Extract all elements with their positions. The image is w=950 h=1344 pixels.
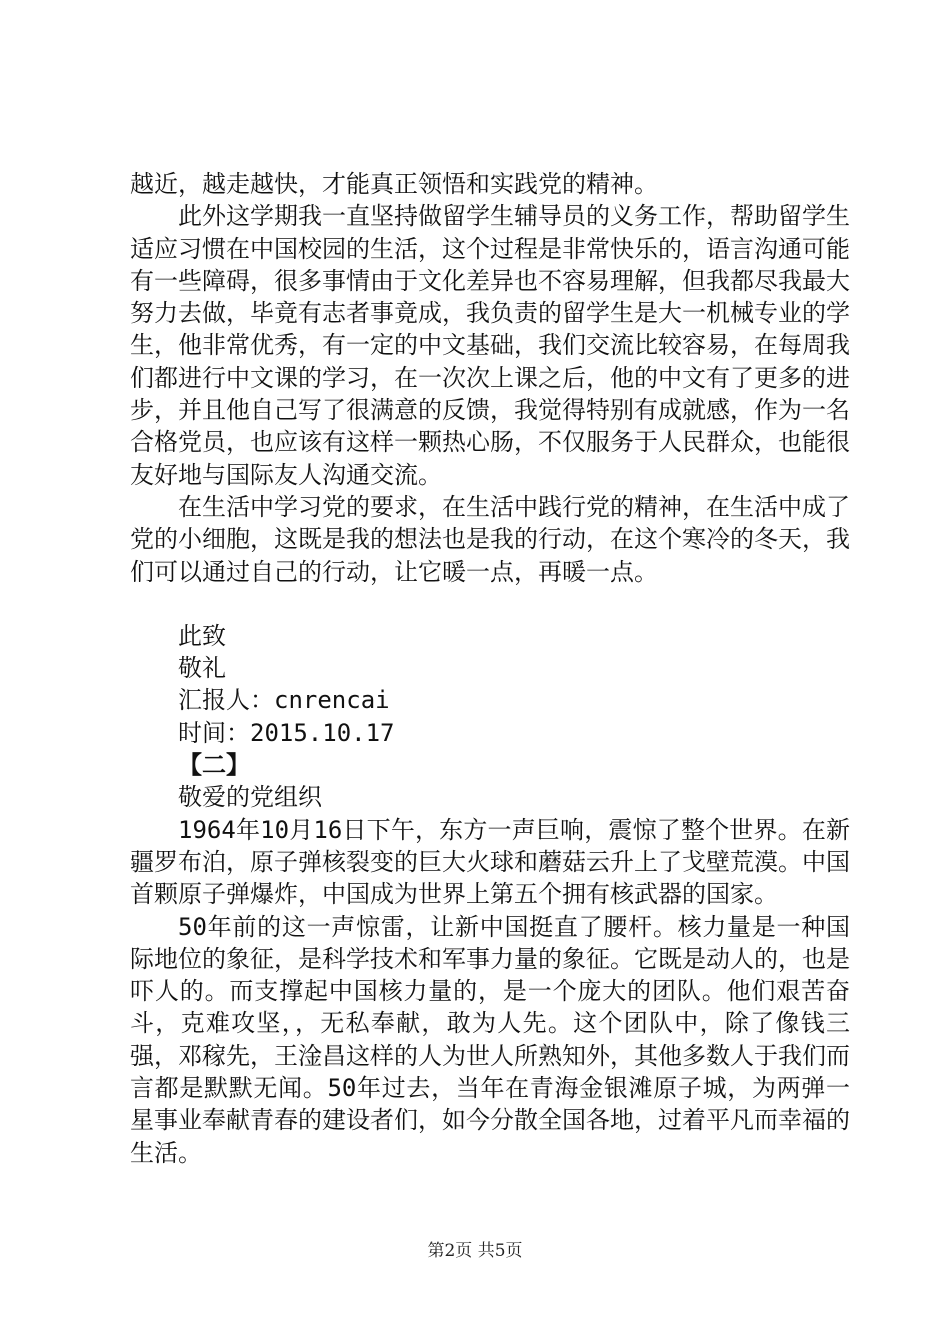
document-body xyxy=(130,168,850,1169)
reporter-line: 汇报人：cnrencai xyxy=(178,686,390,715)
salutation-line: 敬爱的党组织 xyxy=(178,783,322,812)
date-line: 时间：2015.10.17 xyxy=(178,718,395,747)
blank-line xyxy=(130,588,850,620)
page-number-footer: 第2页 共5页 xyxy=(427,1241,523,1261)
paragraph-life: 在生活中学习党的要求，在生活中践行党的精神，在生活中成了党的小细胞，这既是我的想法也是我的行动，在这个寒冷的冬天，我们可以通过自己的行动，让它暖一点，再暖一点。 xyxy=(130,492,850,586)
closing-salute: 敬礼 xyxy=(178,654,226,683)
paragraph-tutor: 此外这学期我一直坚持做留学生辅导员的义务工作，帮助留学生适应习惯在中国校园的生活，这个过程是非常快乐的，语言沟通可能有一些障碍，很多事情由于文化差异也不容易理解，但我都尽我最大努力去做，毕竟有志者事竟成，我负责的留学生是大一机械专业的学生，他非常优秀，有一定的中文基础，我们交流比较容易，在每周我们都进行中文课的学习，在一次次上课之后，他的中文有了更多的进步，并且他自己写了很满意的反馈，我觉得特别有成就感，作为一名合格党员，也应该有这样一颗热心肠，不仅服务于人民群众，也能很友好地与国际友人沟通交流。 xyxy=(130,202,850,489)
closing-greeting: 此致 xyxy=(178,621,226,650)
paragraph-1964: 1964年10月16日下午，东方一声巨响，震惊了整个世界。在新疆罗布泊，原子弹核裂变的巨大火球和蘑菇云升上了戈壁荒漠。中国首颗原子弹爆炸，中国成为世界上第五个拥有核武器的国家。 xyxy=(130,815,850,909)
section-heading: 【二】 xyxy=(178,751,250,780)
paragraph-continuation: 越近，越走越快，才能真正领悟和实践党的精神。 xyxy=(130,170,658,198)
paragraph-50-years: 50年前的这一声惊雷，让新中国挺直了腰杆。核力量是一种国际地位的象征，是科学技术和军事力量的象征。它既是动人的，也是吓人的。而支撑起中国核力量的，是一个庞大的团队。他们艰苦奋斗，克难攻坚，，无私奉献，敢为人先。这个团队中，除了像钱三强，邓稼先，王淦昌这样的人为世人所熟知外，其他多数人于我们而言都是默默无闻。50年过去，当年在青海金银滩原子城，为两弹一星事业奉献青春的建设者们，如今分散全国各地，过着平凡而幸福的生活。 xyxy=(130,912,850,1167)
